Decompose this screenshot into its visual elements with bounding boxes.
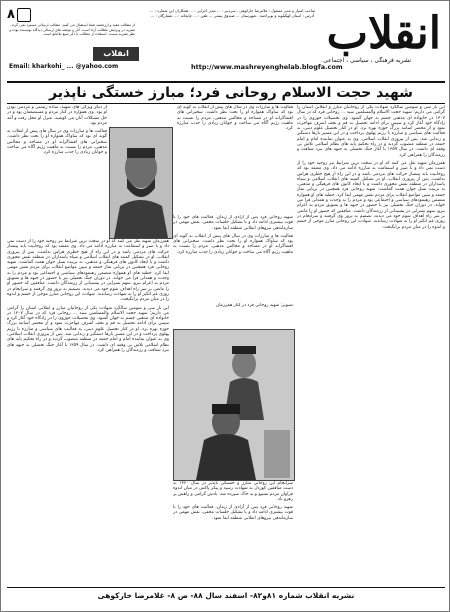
paragraph: فعالیت ها و مبارزات وی در سال های پیش از انقلاب به گونه ای بود که ساواک همواره او را تحت نظر داشت. سخنرانی های افشاگرانه او در مساجد و مجالس مذهبی، مردم را نسبت به ماهیت رژیم آگاه می ساخت و جوانان زیادی را جذب مبارزه کرد.: [177, 105, 293, 132]
paragraph: سرانجام این روحانی مبارز و خستگی ناپذیر در سال ۱۳۶۰ به دست منافقین کوردل به شهادت رسید و پیکر پاکش در میان اندوه فراوان مردم تشییع و به خاک سپرده شد. یادش گرامی و راهش پر رهرو باد.: [173, 481, 293, 502]
newspaper-subtitle: نشریه فرهنگی ، سیاسی ، اجتماعی: [323, 57, 411, 64]
page-number: ۸: [7, 7, 31, 22]
paragraph: این بار سی و سومین سالگرد شهادت یکی از روحانیان مبارز و انقلابی استان را گرامی می داریم؛ شهید حجت الاسلام والمسلمین سید ... روحانی فرد که در سال ۱۳۰۷ در خانواده ای مذهبی چشم به جهان گشود. وی تحصیلات حوزوی را در زادگاه خود آغاز کرد و سپس برای ادامه تحصیل به قم و نجف اشرف مهاجرت نمود و از محضر اساتید بزرگ حوزه بهره برد. او در کنار تحصیل علوم دینی، به فعالیت های سیاسی و مبارزه با رژیم پهلوی پرداخت و در این مسیر بارها دستگیر و زندانی شد. پس از پیروزی انقلاب اسلامی، وی به عنوان نماینده امام و امام جمعه در منطقه منصوب گردید و در راه تحکیم پایه های نظام اسلامی تلاش بی وقفه ای داشت. در سال ۱۳۵۹ با آغاز جنگ تحمیلی به جبهه های نبرد شتافت و رزمندگان را همراهی کرد.: [297, 105, 445, 158]
editorial-notes: از مطالب مفید و ارزشمند شما استقبال می کنیم. مطالب ارسالی مسترد نمی گردد. نشریه در ویرایش مطالب آزاد است. آثار و نوشته های ارسالی دیدگاه نویسنده بوده و نظر نشریه نیست. استفاده از مطالب با ذکر منبع بلامانع است.: [9, 23, 135, 37]
paragraph: از دیگر ویژگی های شهید، ساده زیستی و مردمی بودن او بود. وی همواره در کنار مردم و مستضعفان بود و در حل مشکلات آنان می کوشید. منزل او محل رفت و آمد مردم بود.: [7, 105, 107, 126]
article-column-middle-lower: [173, 481, 293, 583]
article-column-middle: [177, 105, 293, 209]
paragraph: فعالیت ها و مبارزات وی در سال های پیش از انقلاب به گونه ای بود که ساواک همواره او را تحت نظر داشت. سخنرانی های افشاگرانه او در مساجد و مجالس مذهبی، مردم را نسبت به ماهیت رژیم آگاه می ساخت و جوانان زیادی را جذب مبارزه کرد.: [173, 233, 293, 255]
article-column-left-top: [7, 105, 107, 235]
group-photo: [173, 329, 295, 481]
portrait-photo: [109, 127, 173, 239]
email-address[interactable]: Email: kharkohi_ ... @yahoo.com: [9, 63, 119, 70]
group-photo-illustration: [174, 330, 294, 480]
caption-text: تصویر: شهید روحانی فرد در کنار همرزمان: [215, 303, 293, 308]
article-column-left: [7, 239, 169, 581]
website-link[interactable]: http://www.mashreyenghelab.blogfa.com: [191, 63, 343, 71]
paragraph: فعالیت ها و مبارزات وی در سال های پیش از انقلاب به گونه ای بود که ساواک همواره او را تحت نظر داشت. سخنرانی های افشاگرانه او در مساجد و مجالس مذهبی، مردم را نسبت به ماهیت رژیم آگاه می ساخت و جوانان زیادی را جذب مبارزه کرد.: [7, 129, 107, 156]
paragraph: شهید روحانی فرد پس از آزادی از زندان، فعالیت های خود را با قوت بیشتری ادامه داد و با تشکیل جلسات مخفی، نقش مهمی در سازماندهی نیروهای انقلابی منطقه ایفا نمود.: [173, 215, 293, 231]
publication-info: صاحب امتیاز و مدیر مسئول : غلامرضا خارکوهی ، سردبیر : ... مدیر اجرایی : ... همکاران این شماره : ... آدرس : استان کهگیلویه و بویراحمد ، شهرستان ... صندوق پستی ... تلفن : ... چاپخانه : ... شمارگان : ...: [149, 8, 316, 18]
small-logo: انقلاب: [93, 47, 139, 61]
paragraph: شهید روحانی فرد پس از آزادی از زندان، فعالیت های خود را با قوت بیشتری ادامه داد و با تشکیل جلسات مخفی، نقش مهمی در سازماندهی نیروهای انقلابی منطقه ایفا نمود.: [173, 505, 293, 521]
paragraph: همرزمان شهید نقل می کنند که او در سخت ترین شرایط نیز روحیه خود را از دست نمی داد و با صبر و استقامت به مبارزه ادامه می داد. وی معتقد بود که روحانیت باید پیشتاز حرکت های مردمی باشد و در این راه از هیچ خطری هراس نداشت. پس از پیروزی انقلاب، او در تشکیل کمیته های انقلاب اسلامی و سپاه پاسداران در منطقه نقش محوری داشت و با ایجاد کانون های فرهنگی و مذهبی، به تربیت نسل جوان همت گماشت. شهید روحانی فرد همچنین در برپایی نماز جمعه و تبیین مواضع انقلاب برای مردم نقش مهمی ایفا کرد. خطبه های او همواره متضمن رهنمودهای سیاسی و اجتماعی بود و مردم را به وحدت و همدلی فرا می خواند. در دوران جنگ تحمیلی نیز با حضور در جبهه ها و تشویق مردم به اعزام نیرو، سهم بسزایی در پشتیبانی از رزمندگان داشت. منافقین که حضور او را مانعی بر سر راه اهداف شوم خود می دیدند، تصمیم به ترور وی گرفتند و سرانجام در روزی غم انگیز او را به شهادت رساندند. شهادت این روحانی مبارز موجی از خشم و اندوه را در میان مردم برانگیخت.: [7, 239, 169, 303]
page-footer: نشریه انقلاب شماره ۸۱و۸۲- اسفند سال ۸۸- ص ۸- غلامرضا خارکوهی: [97, 591, 355, 600]
portrait-illustration: [110, 128, 172, 238]
photo-caption: [173, 303, 293, 325]
article-column-right: [297, 105, 445, 583]
footer-rule: [7, 587, 445, 588]
masthead: [5, 5, 447, 77]
newspaper-title: انقلاب: [326, 8, 441, 59]
article-column-middle-2: [173, 215, 293, 299]
article-headline: شهید حجت الاسلام روحانی فرد؛ مبارز خستگی ناپذیر: [49, 85, 413, 101]
paragraph: این بار سی و سومین سالگرد شهادت یکی از روحانیان مبارز و انقلابی استان را گرامی می داریم؛ شهید حجت الاسلام والمسلمین سید ... روحانی فرد که در سال ۱۳۰۷ در خانواده ای مذهبی چشم به جهان گشود. وی تحصیلات حوزوی را در زادگاه خود آغاز کرد و سپس برای ادامه تحصیل به قم و نجف اشرف مهاجرت نمود و از محضر اساتید بزرگ حوزه بهره برد. او در کنار تحصیل علوم دینی، به فعالیت های سیاسی و مبارزه با رژیم پهلوی پرداخت و در این مسیر بارها دستگیر و زندانی شد. پس از پیروزی انقلاب اسلامی، وی به عنوان نماینده امام و امام جمعه در منطقه منصوب گردید و در راه تحکیم پایه های نظام اسلامی تلاش بی وقفه ای داشت. در سال ۱۳۵۹ با آغاز جنگ تحمیلی به جبهه های نبرد شتافت و رزمندگان را همراهی کرد.: [7, 305, 169, 353]
paragraph: همرزمان شهید نقل می کنند که او در سخت ترین شرایط نیز روحیه خود را از دست نمی داد و با صبر و استقامت به مبارزه ادامه می داد. وی معتقد بود که روحانیت باید پیشتاز حرکت های مردمی باشد و در این راه از هیچ خطری هراس نداشت. پس از پیروزی انقلاب، او در تشکیل کمیته های انقلاب اسلامی و سپاه پاسداران در منطقه نقش محوری داشت و با ایجاد کانون های فرهنگی و مذهبی، به تربیت نسل جوان همت گماشت. شهید روحانی فرد همچنین در برپایی نماز جمعه و تبیین مواضع انقلاب برای مردم نقش مهمی ایفا کرد. خطبه های او همواره متضمن رهنمودهای سیاسی و اجتماعی بود و مردم را به وحدت و همدلی فرا می خواند. در دوران جنگ تحمیلی نیز با حضور در جبهه ها و تشویق مردم به اعزام نیرو، سهم بسزایی در پشتیبانی از رزمندگان داشت. منافقین که حضور او را مانعی بر سر راه اهداف شوم خود می دیدند، تصمیم به ترور وی گرفتند و سرانجام در روزی غم انگیز او را به شهادت رساندند. شهادت این روحانی مبارز موجی از خشم و اندوه را در میان مردم برانگیخت.: [297, 160, 445, 230]
page-number-box-icon: [17, 8, 31, 22]
